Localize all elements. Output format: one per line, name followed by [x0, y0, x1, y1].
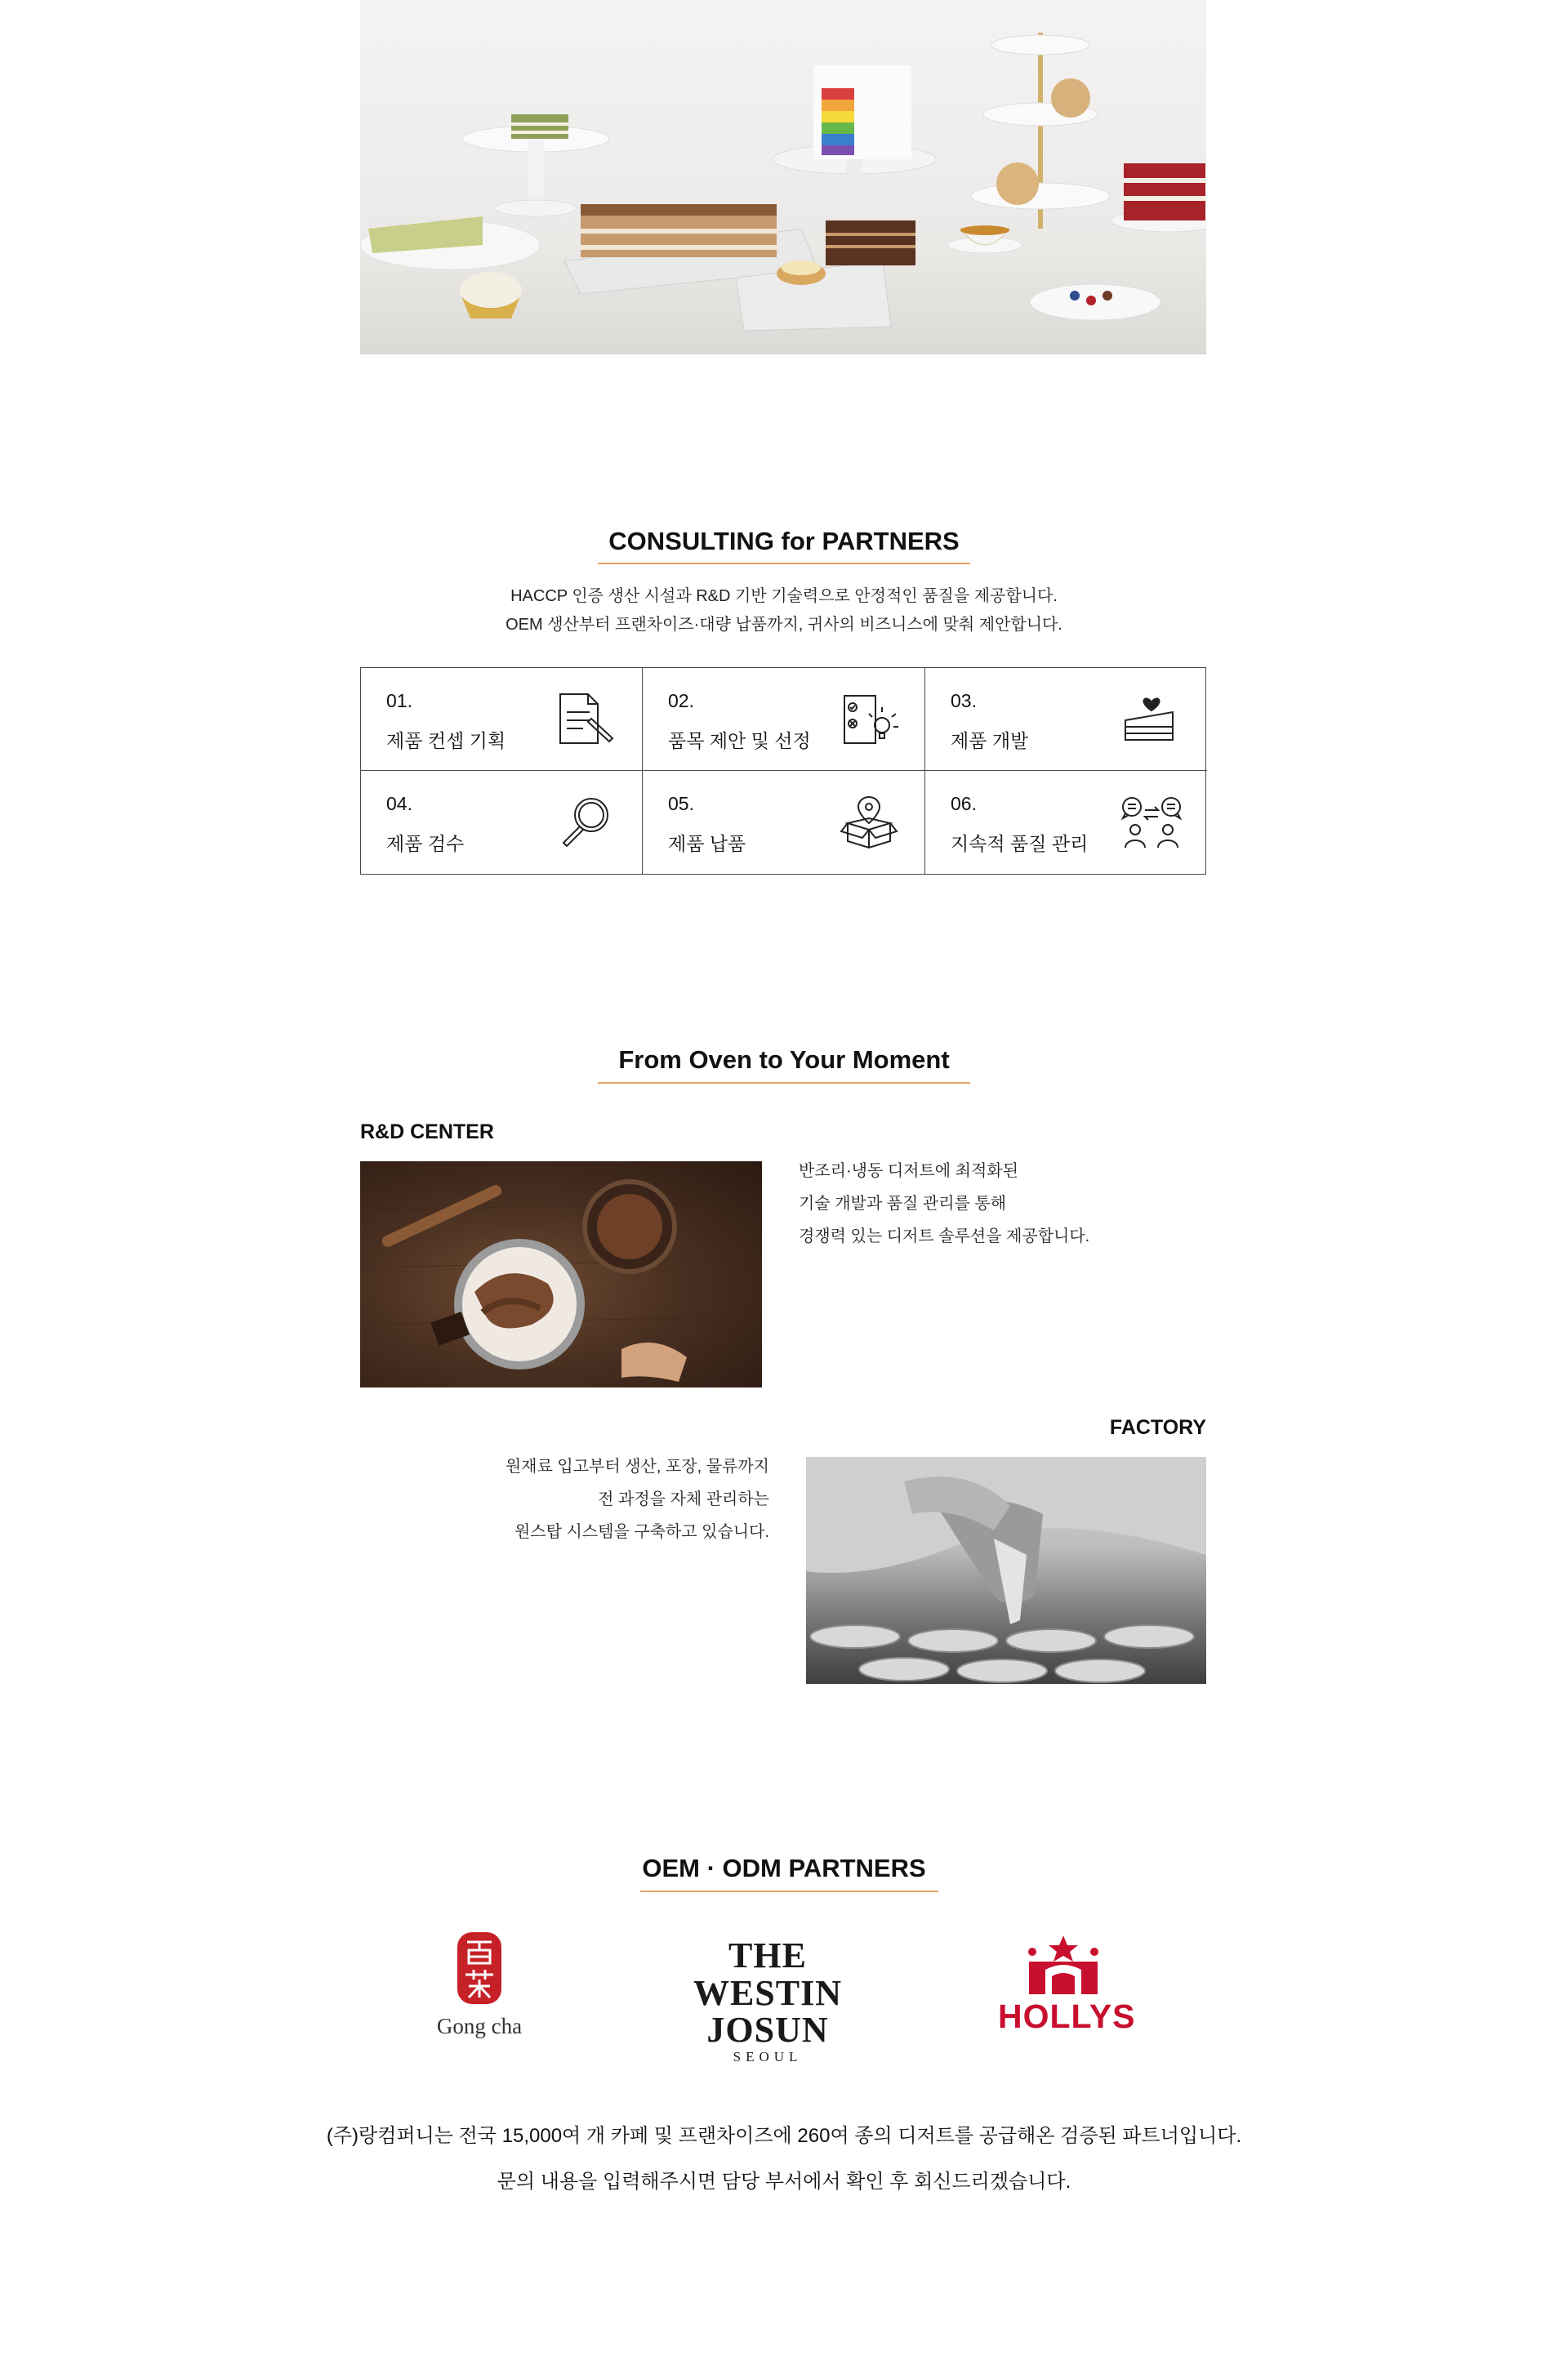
step-card-02	[643, 668, 925, 771]
rnd-desc-line3: 경쟁력 있는 디저트 솔루션을 제공합니다.	[799, 1227, 1090, 1245]
delivery-box-icon	[838, 794, 900, 851]
magnifier-icon	[555, 794, 617, 851]
hero-dessert-image	[360, 0, 1206, 354]
factory-title: FACTORY	[1109, 1416, 1206, 1439]
gongcha-emblem	[426, 1932, 532, 2006]
hollys-logo	[998, 1934, 1136, 2040]
rnd-center-photo	[360, 1161, 762, 1387]
westin-wordmark-line2: JOSUN	[706, 2010, 829, 2050]
factory-description	[506, 1450, 769, 1548]
consulting-description	[0, 582, 1568, 639]
step-number: 01.	[386, 690, 412, 711]
partners-title-rule	[640, 1891, 938, 1892]
step-card-05	[643, 771, 925, 874]
hollys-wordmark: HOLLYS	[998, 1998, 1136, 2035]
factory-desc-line3: 원스탑 시스템을 구축하고 있습니다.	[514, 1523, 769, 1541]
oven-title: From Oven to Your Moment	[618, 1045, 950, 1074]
step-card-06	[925, 771, 1207, 874]
westin-wordmark-line3: SEOUL	[733, 2049, 803, 2064]
consulting-title-rule	[598, 563, 970, 564]
step-number: 04.	[386, 793, 412, 814]
consulting-title: CONSULTING for PARTNERS	[608, 527, 960, 555]
step-card-01	[361, 668, 643, 771]
step-number: 05.	[668, 793, 694, 814]
inquiry-notice-text: 문의 내용을 입력해주시면 담당 부서에서 확인 후 회신드리겠습니다.	[497, 2171, 1071, 2193]
step-label: 제품 검수	[386, 833, 465, 854]
step-label: 제품 납품	[668, 833, 746, 854]
consultation-icon	[1120, 794, 1183, 851]
step-label: 제품 컨셉 기획	[386, 730, 506, 751]
step-number: 03.	[951, 690, 977, 711]
step-card-04	[361, 771, 643, 874]
cake-slice-icon	[1120, 691, 1183, 748]
step-label: 품목 제안 및 선정	[668, 730, 811, 751]
westin-wordmark-line1: THE WESTIN	[693, 1935, 843, 2013]
step-number: 06.	[951, 793, 977, 814]
consulting-desc-line2: OEM 생산부터 프랜차이즈·대량 납품까지, 귀사의 비즈니스에 맞춰 제안합니다.	[506, 616, 1062, 634]
step-label: 제품 개발	[951, 730, 1029, 751]
step-label: 지속적 품질 관리	[951, 833, 1089, 854]
rnd-description	[799, 1155, 1089, 1253]
rnd-desc-line2: 기술 개발과 품질 관리를 통해	[799, 1195, 1007, 1213]
rnd-desc-line1: 반조리·냉동 디저트에 최적화된	[799, 1162, 1018, 1180]
hollys-crown-emblem	[998, 1934, 1129, 1999]
company-intro-text: (주)랑컴퍼니는 전국 15,000여 개 카페 및 프랜차이즈에 260여 종의 디저트를 공급해온 검증된 파트너입니다.	[326, 2125, 1242, 2147]
factory-desc-line2: 전 과정을 자체 관리하는	[598, 1490, 769, 1508]
factory-desc-line1: 원재료 입고부터 생산, 포장, 물류까지	[505, 1458, 769, 1476]
rnd-center-title: R&D CENTER	[360, 1120, 494, 1143]
gongcha-wordmark: Gong cha	[436, 2014, 523, 2038]
westin-josun-logo	[662, 1935, 874, 2064]
step-card-03	[925, 668, 1207, 771]
document-pen-icon	[555, 691, 617, 748]
partners-title: OEM · ODM PARTNERS	[642, 1854, 926, 1882]
checklist-idea-icon	[838, 691, 900, 748]
oven-title-rule	[598, 1082, 970, 1084]
step-number: 02.	[668, 690, 694, 711]
factory-photo	[806, 1457, 1206, 1684]
consulting-desc-line1: HACCP 인증 생산 시설과 R&D 기반 기술력으로 안정적인 품질을 제공합니다.	[510, 587, 1058, 605]
consulting-steps-grid	[360, 667, 1206, 875]
gongcha-logo	[426, 1932, 532, 2047]
